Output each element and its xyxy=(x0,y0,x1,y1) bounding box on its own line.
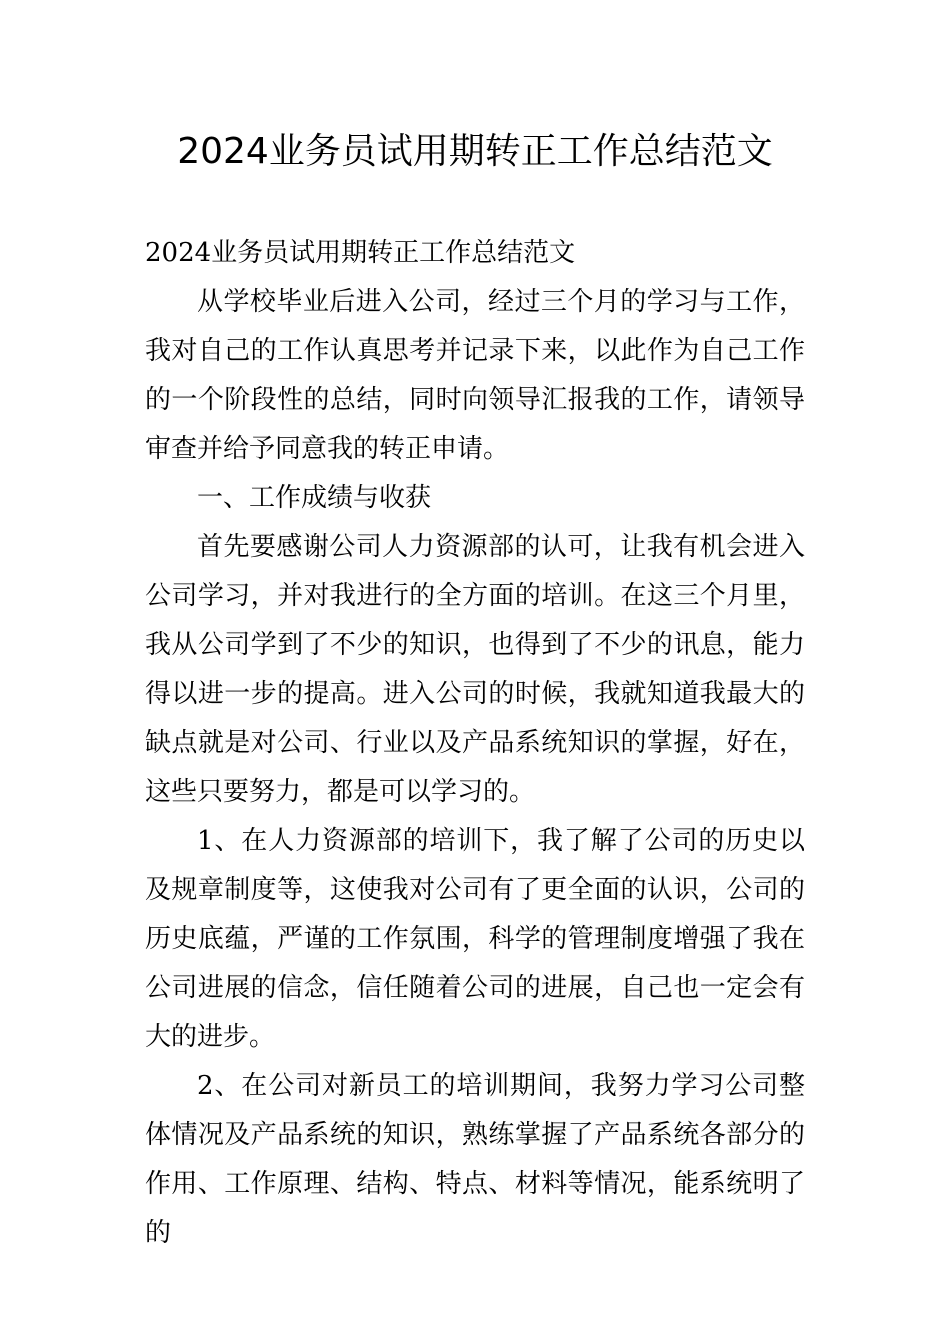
paragraph-thanks: 首先要感谢公司人力资源部的认可，让我有机会进入公司学习，并对我进行的全方面的培训。在这三个月里，我从公司学到了不少的知识，也得到了不少的讯息，能力得以进一步的提高。进入公司的时候，我就知道我最大的缺点就是对公司、行业以及产品系统知识的掌握，好在，这些只要努力，都是可以学习的。 xyxy=(145,532,805,807)
document-body xyxy=(145,229,805,1258)
paragraph-point-1: 1、在人力资源部的培训下，我了解了公司的历史以及规章制度等，这使我对公司有了更全面的认识，公司的历史底蕴，严谨的工作氛围，科学的管理制度增强了我在公司进展的信念，信任随着公司的进展，自己也一定会有大的进步。 xyxy=(145,826,805,1052)
section-heading-achievements: 一、工作成绩与收获 xyxy=(197,483,432,513)
document-title: 2024业务员试用期转正工作总结范文 xyxy=(177,131,773,172)
paragraph-intro: 从学校毕业后进入公司，经过三个月的学习与工作，我对自己的工作认真思考并记录下来，以此作为自己工作的一个阶段性的总结，同时向领导汇报我的工作，请领导审查并给予同意我的转正申请。 xyxy=(145,287,805,464)
paragraph-subtitle: 2024业务员试用期转正工作总结范文 xyxy=(145,238,576,268)
paragraph-point-2: 2、在公司对新员工的培训期间，我努力学习公司整体情况及产品系统的知识，熟练掌握了产品系统各部分的作用、工作原理、结构、特点、材料等情况，能系统明了的 xyxy=(145,1071,805,1248)
